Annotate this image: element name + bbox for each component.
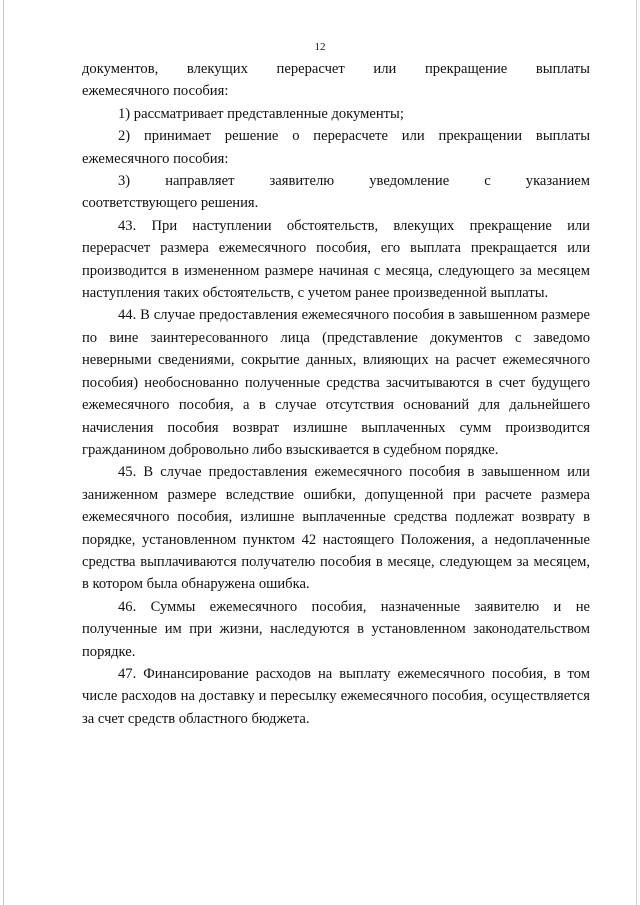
paragraph-line: 2) принимает решение о перерасчете или прекращении выплаты [118, 128, 590, 145]
clause-46: 46. Суммы ежемесячного пособия, назначенные заявителю и не полученные им при жизни, наследуются в установленном законодательством порядке. [82, 598, 590, 660]
list-item-2 [82, 125, 590, 170]
paragraph-line: ежемесячного пособия: [82, 150, 229, 167]
paragraph-line: ежемесячного пособия: [82, 83, 229, 100]
page-number: 12 [314, 41, 326, 53]
paragraph-line: соответствующего решения. [82, 195, 259, 212]
page-edge-left [3, 0, 4, 905]
paragraph-continuation [82, 58, 590, 103]
list-item-1: 1) рассматривает представленные документы; [118, 105, 404, 122]
clause-45: 45. В случае предоставления ежемесячного пособия в завышенном или заниженном размере вследствие ошибки, допущенной при расчете размера ежемесячного пособия, излишне выплаченные средства подлежат возврату в порядке, установленном пунктом 42 настоящего Положения, а недоплаченные средства выплачиваются получателю пособия в месяце, следующем за месяцем, в котором была обнаружена ошибка. [82, 464, 590, 593]
paragraph-line: документов, влекущих перерасчет или прекращение выплаты [82, 61, 590, 77]
page-edge-right [636, 0, 637, 905]
clause-43: 43. При наступлении обстоятельств, влекущих прекращение или перерасчет размера ежемесячного пособия, его выплата прекращается или производится в измененном размере начиная с месяца, следующего за месяцем наступления таких обстоятельств, с учетом ранее произведенной выплаты. [82, 217, 590, 302]
clause-44: 44. В случае предоставления ежемесячного пособия в завышенном размере по вине заинтересованного лица (представление документов с заведомо неверными сведениями, сокрытие данных, влияющих на расчет ежемесячного пособия) необоснованно полученные средства засчитываются в счет будущего ежемесячного пособия, а в случае отсутствия оснований для дальнейшего начисления пособия возврат излишне выплаченных сумм производится гражданином добровольно либо взыскивается в судебном порядке. [82, 307, 590, 458]
clause-47: 47. Финансирование расходов на выплату ежемесячного пособия, в том числе расходов на доставку и пересылку ежемесячного пособия, осуществляется за счет средств областного бюджета. [82, 665, 590, 727]
list-item-3 [82, 170, 590, 215]
paragraph-line: 3) направляет заявителю уведомление с указанием [118, 173, 590, 190]
document-body [82, 58, 590, 730]
